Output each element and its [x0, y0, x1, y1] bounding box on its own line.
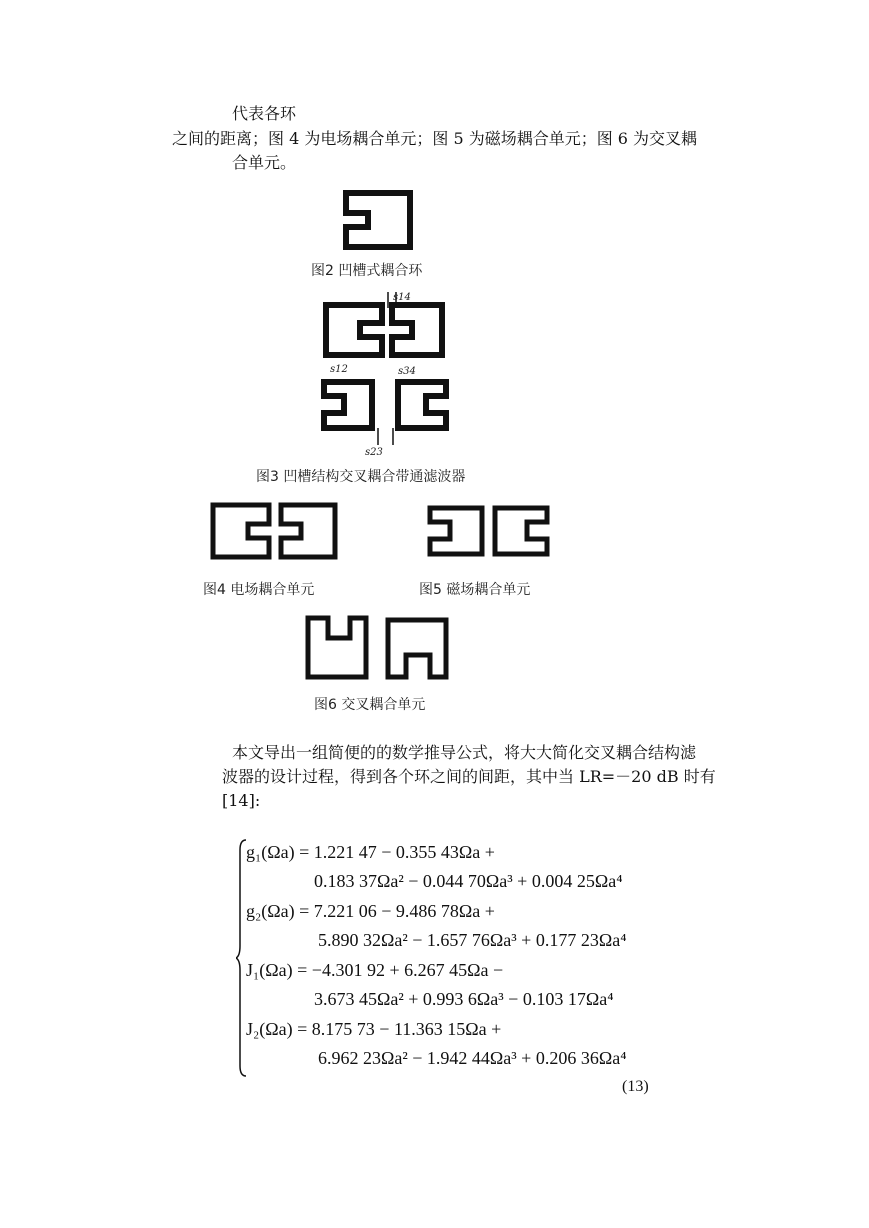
- fig4-electric-coupling: [210, 500, 340, 562]
- fig2-caption: 图2 凹槽式耦合环: [311, 263, 423, 279]
- label-s34: s34: [398, 366, 416, 377]
- intro-line-2: 之间的距离；图 4 为电场耦合单元；图 5 为磁场耦合单元；图 6 为交叉耦: [172, 129, 698, 148]
- equation-j2-line1: J₂(Ωa) = 8.175 73 − 11.363 15Ωa +: [246, 1019, 502, 1039]
- body-line-3: [14]:: [222, 791, 261, 810]
- equation-j2-line2: 6.962 23Ωa² − 1.942 44Ωa³ + 0.206 36Ωa⁴: [318, 1048, 627, 1068]
- equation-g2-line1: g₂(Ωa) = 7.221 06 − 9.486 78Ωa +: [246, 901, 495, 921]
- intro-line-3: 合单元。: [232, 153, 297, 172]
- equation-g2-line2: 5.890 32Ωa² − 1.657 76Ωa³ + 0.177 23Ωa⁴: [318, 930, 627, 950]
- intro-line-1: 代表各环: [232, 104, 297, 123]
- body-line-1: 本文导出一组简便的的数学推导公式，将大大简化交叉耦合结构滤: [232, 743, 697, 762]
- fig2-slotted-ring: [343, 190, 415, 252]
- fig5-magnetic-coupling: [427, 503, 553, 559]
- equation-number: (13): [622, 1078, 649, 1095]
- fig6-caption: 图6 交叉耦合单元: [314, 697, 426, 713]
- equation-g1-line1: g₁(Ωa) = 1.221 47 − 0.355 43Ωa +: [246, 842, 495, 862]
- fig3-caption: 图3 凹槽结构交叉耦合带通滤波器: [256, 469, 466, 485]
- body-line-2: 波器的设计过程，得到各个环之间的间距，其中当 LR=－20 dB 时有: [222, 767, 716, 786]
- label-s23: s23: [365, 447, 383, 458]
- equation-g1-line2: 0.183 37Ωa² − 0.044 70Ωa³ + 0.004 25Ωa⁴: [314, 871, 623, 891]
- fig6-cross-coupling: [304, 614, 454, 682]
- label-s14: s14: [393, 292, 411, 303]
- equation-j1-line1: J₁(Ωa) = −4.301 92 + 6.267 45Ωa −: [246, 960, 504, 980]
- equation-j1-line2: 3.673 45Ωa² + 0.993 6Ωa³ − 0.103 17Ωa⁴: [314, 989, 614, 1009]
- fig5-caption: 图5 磁场耦合单元: [419, 582, 531, 598]
- label-s12: s12: [330, 364, 348, 375]
- fig4-caption: 图4 电场耦合单元: [203, 582, 315, 598]
